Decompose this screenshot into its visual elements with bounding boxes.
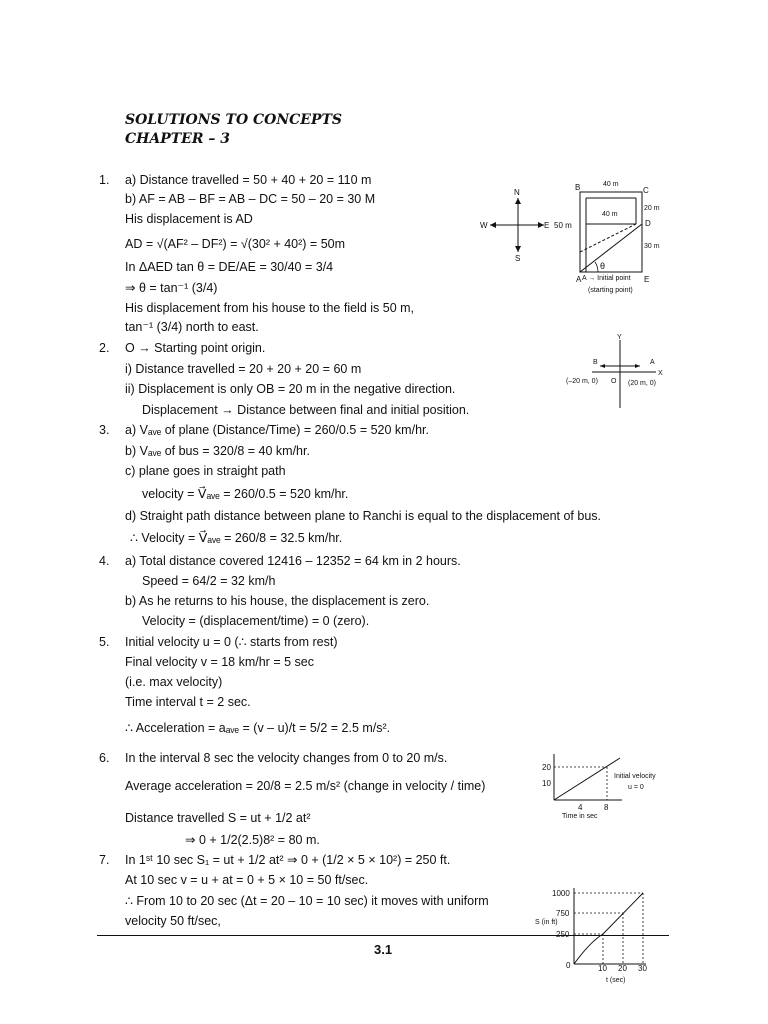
origin-label: O	[611, 378, 617, 385]
text-line: ⇒ θ = tan⁻¹ (3/4)	[125, 281, 218, 295]
text-line: ⇒ 0 + 1/2(2.5)8² = 80 m.	[185, 833, 320, 847]
text-line: a) Distance travelled = 50 + 40 + 20 = 110 m	[125, 173, 372, 187]
point-c-label: C	[643, 186, 649, 195]
compass-s-label: S	[515, 254, 521, 263]
text-line: ∴ Acceleration = aₐᵥₑ = (v – u)/t = 5/2 = 2.5 m/s².	[125, 721, 391, 735]
text-line: Distance travelled S = ut + 1/2 at²	[125, 811, 311, 825]
figure-field-displacement	[478, 178, 678, 296]
point-b-coords: (–20 m, 0)	[566, 378, 598, 385]
length-label-inner: 40 m	[602, 211, 618, 218]
theta-label: θ	[600, 261, 606, 271]
y-tick-20: 20	[542, 763, 551, 772]
x-axis-label: Time in sec	[562, 813, 598, 820]
y-axis-label: S (in ft)	[535, 919, 558, 926]
text-line: i) Distance travelled = 20 + 20 + 20 = 60 m	[125, 362, 362, 376]
text-line: b) AF = AB – BF = AB – DC = 50 – 20 = 30 M	[125, 192, 376, 206]
text-line: Initial velocity u = 0 (∴ starts from rest)	[125, 635, 338, 649]
page-title: SOLUTIONS TO CONCEPTS	[125, 112, 343, 128]
text-line: d) Straight path distance between plane to Ranchi is equal to the displacement of bus.	[125, 509, 601, 523]
y-tick-0: 0	[566, 961, 571, 970]
text-line: His displacement from his house to the field is 50 m,	[125, 301, 415, 315]
y-axis-label: Y	[617, 334, 622, 341]
compass-n-label: N	[514, 188, 520, 197]
text-line: (i.e. max velocity)	[125, 675, 223, 689]
text-line: Displacement → Distance between final and initial position.	[142, 403, 470, 417]
text-line: ii) Displacement is only OB = 20 m in the negative direction.	[125, 382, 456, 396]
text-line: b) As he returns to his house, the displacement is zero.	[125, 594, 430, 608]
question-number: 1.	[99, 173, 110, 187]
arrow-right-icon	[635, 364, 640, 368]
text-line: In ΔAED tan θ = DE/AE = 30/40 = 3/4	[125, 260, 334, 274]
question-number: 6.	[99, 751, 110, 765]
text-line: Speed = 64/2 = 32 km/h	[142, 574, 276, 588]
length-label-de: 30 m	[644, 243, 660, 250]
y-tick-750: 750	[556, 909, 570, 918]
text-line: Average acceleration = 20/8 = 2.5 m/s² (change in velocity / time)	[125, 779, 486, 793]
x-tick-10: 10	[598, 964, 607, 973]
text-line: Velocity = (displacement/time) = 0 (zero).	[142, 614, 370, 628]
text-line: In the interval 8 sec the velocity changes from 0 to 20 m/s.	[125, 751, 448, 765]
displacement-curve	[574, 893, 643, 964]
arrow-south-icon	[515, 246, 521, 252]
text-line: ∴ Velocity = V⃗ₐᵥₑ = 260/8 = 32.5 km/hr.	[130, 531, 343, 545]
theta-arc	[595, 262, 598, 272]
question-number: 4.	[99, 554, 110, 568]
text-line: velocity = V⃗ₐᵥₑ = 260/0.5 = 520 km/hr.	[142, 487, 349, 501]
text-line: tan⁻¹ (3/4) north to east.	[125, 320, 259, 334]
page-number: 3.1	[374, 942, 393, 957]
text-line: a) Total distance covered 12416 – 12352 = 64 km in 2 hours.	[125, 554, 461, 568]
point-b-label: B	[593, 359, 598, 366]
x-tick-20: 20	[618, 964, 627, 973]
x-axis-label: X	[658, 370, 663, 377]
question-number: 7.	[99, 853, 110, 867]
displacement-ad	[580, 224, 642, 272]
text-line: b) Vₐᵥₑ of bus = 320/8 = 40 km/hr.	[125, 444, 310, 458]
chapter-title: CHAPTER – 3	[125, 131, 230, 147]
arrow-left-icon	[600, 364, 605, 368]
text-line: a) Vₐᵥₑ of plane (Distance/Time) = 260/0.5 = 520 km/hr.	[125, 423, 429, 437]
text-line: c) plane goes in straight path	[125, 464, 286, 478]
text-line: His displacement is AD	[125, 212, 253, 226]
text-line: ∴ From 10 to 20 sec (Δt = 20 – 10 = 10 sec) it moves with uniform	[125, 894, 489, 908]
y-tick-10: 10	[542, 779, 551, 788]
x-axis-label: t (sec)	[606, 977, 626, 984]
point-a-label: A	[650, 359, 655, 366]
compass-e-label: E	[544, 221, 550, 230]
text-line: velocity 50 ft/sec,	[125, 914, 221, 928]
dashed-line	[580, 224, 636, 252]
length-label-cd: 20 m	[644, 205, 660, 212]
point-d-label: D	[645, 219, 651, 228]
text-line: O → Starting point origin.	[125, 341, 266, 355]
question-number: 2.	[99, 341, 110, 355]
arrow-west-icon	[490, 222, 496, 228]
point-b-label: B	[575, 183, 581, 192]
compass-w-label: W	[480, 221, 488, 230]
figure-displacement-time	[528, 884, 668, 988]
y-tick-1000: 1000	[552, 889, 570, 898]
text-line: Final velocity v = 18 km/hr = 5 sec	[125, 655, 314, 669]
footer-rule	[97, 935, 669, 936]
figure-velocity-time	[530, 748, 670, 824]
text-line: At 10 sec v = u + at = 0 + 5 × 10 = 50 ft/sec.	[125, 873, 369, 887]
initial-point-caption: A → Initial point	[582, 275, 631, 282]
initial-velocity-note: Initial velocity	[614, 773, 656, 780]
length-label-ab: 50 m	[554, 221, 572, 230]
text-line: AD = √(AF² – DF²) = √(30² + 40²) = 50m	[125, 237, 346, 251]
length-label-bc: 40 m	[603, 181, 619, 188]
text-line: In 1ˢᵗ 10 sec S₁ = ut + 1/2 at² ⇒ 0 + (1/2 × 5 × 10²) = 250 ft.	[125, 853, 451, 867]
x-tick-8: 8	[604, 803, 609, 812]
velocity-line	[554, 758, 620, 800]
arrow-north-icon	[515, 198, 521, 204]
initial-velocity-value: u = 0	[628, 784, 644, 791]
x-tick-30: 30	[638, 964, 647, 973]
point-e-label: E	[644, 275, 650, 284]
text-line: Time interval t = 2 sec.	[125, 695, 251, 709]
point-a-label: A	[576, 275, 582, 284]
question-number: 5.	[99, 635, 110, 649]
point-a-coords: (20 m, 0)	[628, 380, 657, 387]
x-tick-4: 4	[578, 803, 583, 812]
question-number: 3.	[99, 423, 110, 437]
figure-origin-axes	[562, 330, 672, 412]
starting-point-caption: (starting point)	[588, 287, 633, 294]
path-outline	[580, 192, 642, 272]
